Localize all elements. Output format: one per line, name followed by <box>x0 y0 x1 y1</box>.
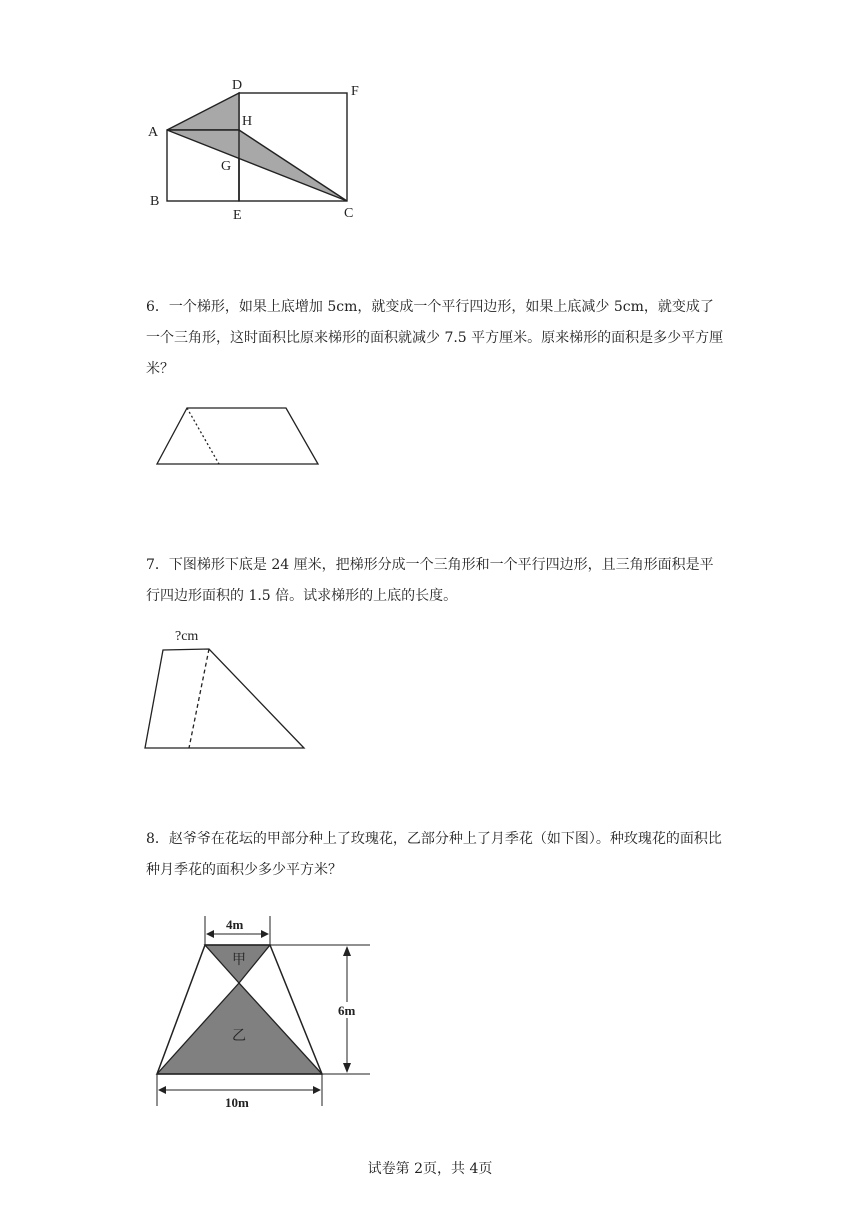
top-base-label: ?cm <box>175 629 199 644</box>
point-label-b: B <box>150 194 160 209</box>
figure-trapezoid-7 <box>0 620 860 760</box>
top-width-label: 4m <box>226 917 244 932</box>
point-label-f: F <box>351 84 359 99</box>
problem-text: 一个梯形，如果上底增加 5cm，就变成一个平行四边形，如果上底减少 5cm，就变成了一个三角形，这时面积比原来梯形的面积就减少 7.5 平方厘米。原来梯形的面积是多少平方厘米？ <box>146 299 724 377</box>
point-label-d: D <box>232 78 243 93</box>
region-label-yi: 乙 <box>232 1029 246 1044</box>
figure-trapezoid-6 <box>0 400 860 490</box>
point-label-a: A <box>148 125 159 140</box>
problem-number: 8． <box>146 831 169 847</box>
problem-number: 7． <box>146 557 169 573</box>
problem-8 <box>146 824 726 886</box>
problem-text: 下图梯形下底是 24 厘米，把梯形分成一个三角形和一个平行四边形，且三角形面积是平行四边形面积的 1.5 倍。试求梯形的上底的长度。 <box>146 557 714 604</box>
page-footer: 试卷第 2页，共 4页 <box>367 1161 493 1177</box>
point-label-c: C <box>344 206 354 221</box>
figure-flowerbed <box>0 910 860 1110</box>
figure-rectangle-triangles <box>0 0 860 260</box>
problem-number: 6． <box>146 299 169 315</box>
shaded-triangle-ahc <box>167 130 347 201</box>
bottom-width-label: 10m <box>225 1095 249 1110</box>
region-label-jia: 甲 <box>232 953 246 968</box>
point-label-g: G <box>221 159 232 174</box>
height-label: 6m <box>338 1003 356 1018</box>
point-label-e: E <box>233 208 242 223</box>
problem-6 <box>146 292 726 385</box>
shaded-triangle-adh <box>167 93 239 130</box>
problem-text: 赵爷爷在花坛的甲部分种上了玫瑰花，乙部分种上了月季花（如下图）。种玫瑰花的面积比种月季花的面积少多少平方米？ <box>146 831 722 878</box>
point-label-h: H <box>242 114 253 129</box>
problem-7 <box>146 550 726 612</box>
